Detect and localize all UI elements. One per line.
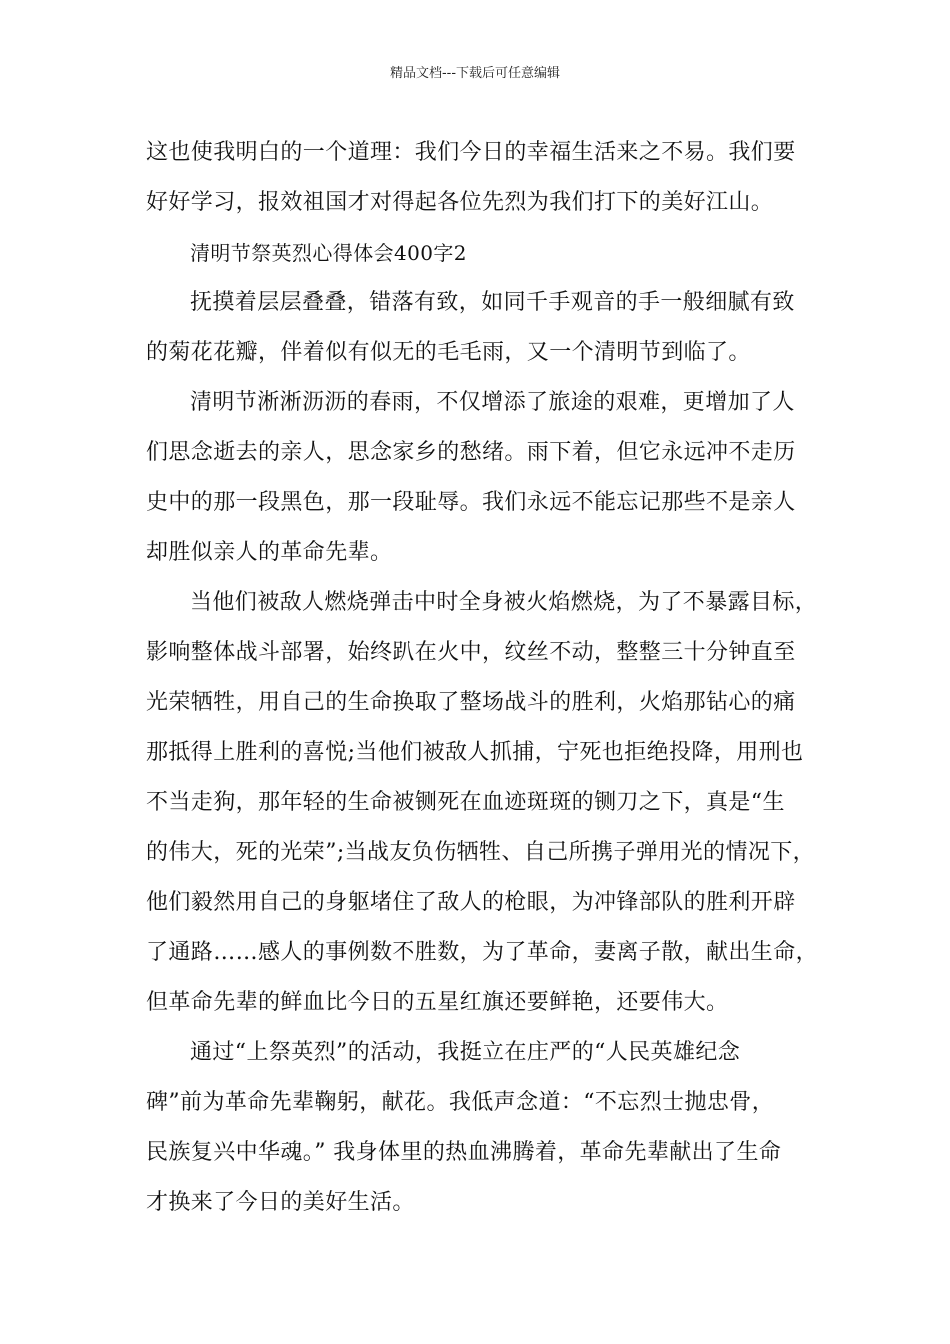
document-body xyxy=(146,128,819,1228)
text-line: 不当走狗，那年轻的生命被铡死在血迹斑斑的铡刀之下，真是“生 xyxy=(146,790,785,815)
section-title: 清明节祭英烈心得体会400字2 xyxy=(190,241,467,265)
text-line: 这也使我明白的一个道理：我们今日的幸福生活来之不易。我们要 xyxy=(146,140,796,165)
text-line: 通过“上祭英烈”的活动，我挺立在庄严的“人民英雄纪念 xyxy=(190,1040,741,1065)
text-line: 史中的那一段黑色，那一段耻辱。我们永远不能忘记那些不是亲人 xyxy=(146,490,796,515)
text-line: 但革命先辈的鲜血比今日的五星红旗还要鲜艳，还要伟大。 xyxy=(146,990,729,1015)
text-line: 民族复兴中华魂。” 我身体里的热血沸腾着，革命先辈献出了生命 xyxy=(146,1140,782,1165)
text-line: 了通路……感人的事例数不胜数，为了革命，妻离子散，献出生命， xyxy=(146,940,819,965)
text-line: 们思念逝去的亲人，思念家乡的愁绪。雨下着，但它永远冲不走历 xyxy=(146,440,796,465)
text-line: 碑”前为革命先辈鞠躬，献花。我低声念道：“不忘烈士抛忠骨， xyxy=(146,1090,775,1115)
text-line: 却胜似亲人的革命先辈。 xyxy=(146,540,393,565)
text-line: 那抵得上胜利的喜悦;当他们被敌人抓捕，宁死也拒绝投降，用刑也 xyxy=(146,740,804,765)
text-line: 的伟大，死的光荣”;当战友负伤牺牲、自己所携子弹用光的情况下， xyxy=(146,840,816,865)
text-line: 好好学习，报效祖国才对得起各位先烈为我们打下的美好江山。 xyxy=(146,190,774,215)
text-line: 他们毅然用自己的身躯堵住了敌人的枪眼，为冲锋部队的胜利开辟 xyxy=(146,890,796,915)
text-line: 清明节淅淅沥沥的春雨，不仅增添了旅途的艰难，更增加了人 xyxy=(190,390,795,415)
text-line: 才换来了今日的美好生活。 xyxy=(146,1190,415,1215)
text-line: 影响整体战斗部署，始终趴在火中，纹丝不动，整整三十分钟直至 xyxy=(146,640,796,665)
text-line: 的菊花花瓣，伴着似有似无的毛毛雨，又一个清明节到临了。 xyxy=(146,340,751,365)
text-line: 光荣牺牲，用自己的生命换取了整场战斗的胜利，火焰那钻心的痛 xyxy=(146,690,796,715)
page-header: 精品文档---下载后可任意编辑 xyxy=(389,66,561,81)
text-line: 抚摸着层层叠叠，错落有致，如同千手观音的手一般细腻有致 xyxy=(190,290,795,315)
text-line: 当他们被敌人燃烧弹击中时全身被火焰燃烧，为了不暴露目标， xyxy=(190,590,818,615)
